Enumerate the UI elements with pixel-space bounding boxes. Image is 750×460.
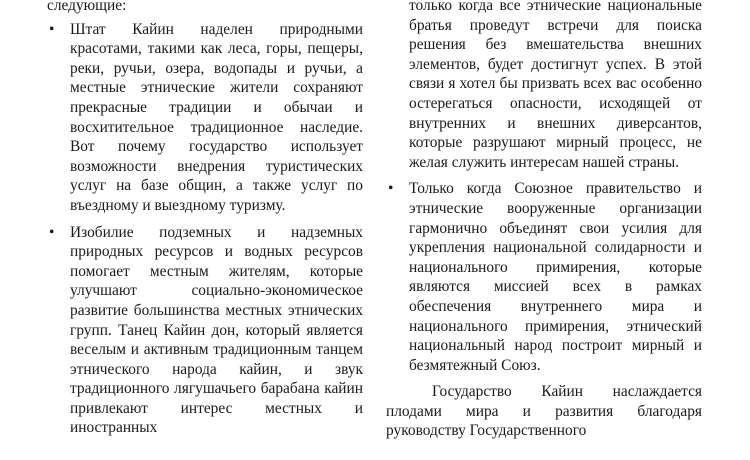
left-column <box>47 0 363 445</box>
left-bullet-list <box>47 20 363 438</box>
bullet-text: Только когда Союзное правительство и этнические вооруженные организации гармонично объединят свои усилия для укрепления национальной солидарности и национального примирения, которые являются миссией всех в рамках обеспечения внутреннего мира и национального примирения, этнический национальный народ построит мирный и безмятежный Союз. <box>409 180 702 374</box>
right-column <box>386 0 702 441</box>
bullet-marker: • <box>49 223 55 241</box>
bullet-text: Изобилие подземных и надземных природных ресурсов и водных ресурсов помогает местным жителям, которые улучшают социально-экономическое развитие большинства местных этнических групп. Танец Кайин дон, который является веселым и активным традиционным танцем этнического народа кайин, и звук традиционного лягушачьего барабана кайин привлекают интерес местных и иностранных <box>70 223 363 437</box>
bullet-item <box>386 179 702 375</box>
bullet-item <box>47 20 363 216</box>
bullet-marker: • <box>388 180 394 198</box>
bullet-item <box>47 223 363 439</box>
intro-text: следующие: <box>47 0 127 14</box>
right-bullet-list <box>386 179 702 375</box>
closing-paragraph: Государство Кайин наслаждается плодами мира и развития благодаря руководству Государственного <box>386 383 702 440</box>
bullet-marker: • <box>49 20 55 38</box>
continued-paragraph: только когда все этнические национальные братья проведут встречи для поиска решения без вмешательства внешних элементов, будет достигнут успех. В этой связи я хотел бы призвать всех вас особенно остерегаться опасности, исходящей от внутренних и внешних диверсантов, которые разрушают мирный процесс, не желая служить интересам нашей страны. <box>409 0 702 171</box>
bullet-text: Штат Кайин наделен природными красотами, такими как леса, горы, пещеры, реки, ручьи, озера, водопады и ручьи, а местные этнические жители сохраняют прекрасные традиции и обычаи и восхитительное традиционное наследие. Вот почему государство использует возможности внедрения туристических услуг на базе общин, а также услуг по въездному и выездному туризму. <box>70 20 363 214</box>
